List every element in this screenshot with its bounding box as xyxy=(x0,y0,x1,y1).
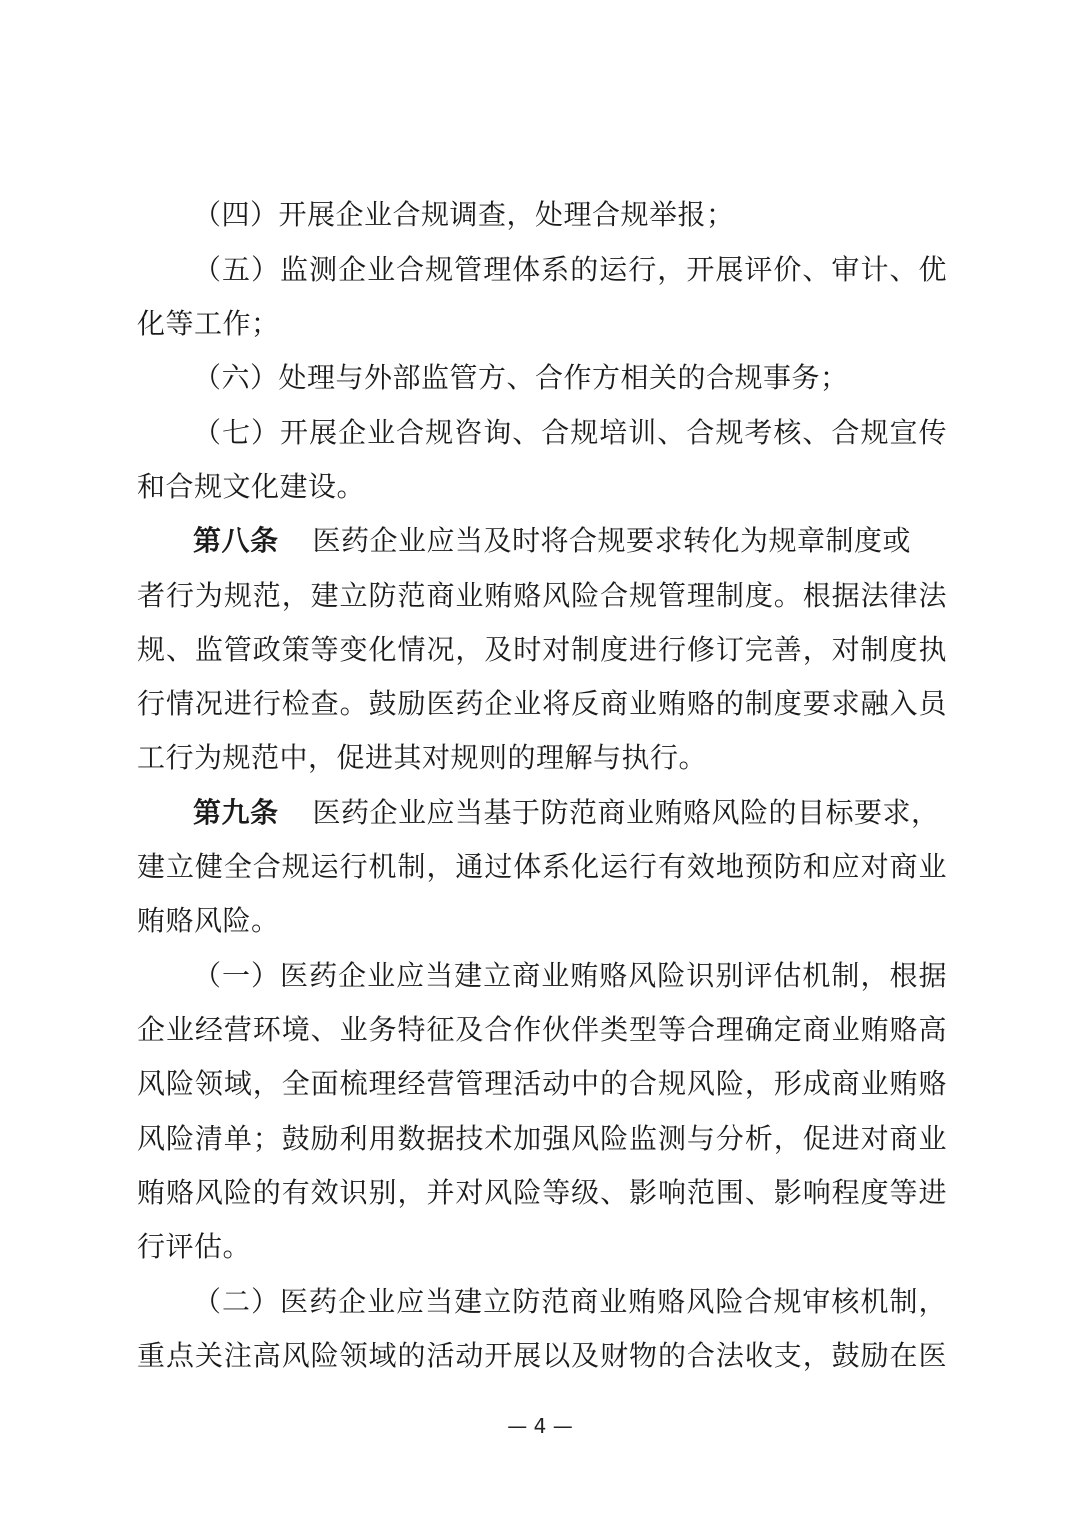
text-line: （六）处理与外部监管方、合作方相关的合规事务； xyxy=(193,361,849,394)
text-line: 化等工作； xyxy=(137,307,280,340)
article-8-heading: 第八条 xyxy=(193,524,279,557)
article-8-line xyxy=(193,521,947,561)
article-9-heading: 第九条 xyxy=(193,796,279,829)
text-line: （二）医药企业应当建立防范商业贿赂风险合规审核机制， xyxy=(193,1285,947,1318)
text-line: （五）监测企业合规管理体系的运行，开展评价、审计、优 xyxy=(193,253,947,286)
text-line: （一）医药企业应当建立商业贿赂风险识别评估机制，根据 xyxy=(193,959,947,992)
text-line: 贿赂风险的有效识别，并对风险等级、影响范围、影响程度等进 xyxy=(137,1176,947,1209)
text-line: 风险清单；鼓励利用数据技术加强风险监测与分析，促进对商业 xyxy=(137,1122,947,1155)
text-line: 建立健全合规运行机制，通过体系化运行有效地预防和应对商业 xyxy=(137,850,947,883)
text-line: （四）开展企业合规调查，处理合规举报； xyxy=(193,198,735,231)
text-line: 规、监管政策等变化情况，及时对制度进行修订完善，对制度执 xyxy=(137,633,947,666)
text-line: 行情况进行检查。鼓励医药企业将反商业贿赂的制度要求融入员 xyxy=(137,687,947,720)
article-9-text: 医药企业应当基于防范商业贿赂风险的目标要求， xyxy=(312,796,940,829)
text-line: 风险领域，全面梳理经营管理活动中的合规风险，形成商业贿赂 xyxy=(137,1067,947,1100)
text-line: 者行为规范，建立防范商业贿赂风险合规管理制度。根据法律法 xyxy=(137,579,947,612)
text-line: 行评估。 xyxy=(137,1230,252,1263)
text-line: （七）开展企业合规咨询、合规培训、合规考核、合规宣传 xyxy=(193,416,947,449)
text-line: 贿赂风险。 xyxy=(137,904,280,937)
text-line: 工行为规范中，促进其对规则的理解与执行。 xyxy=(137,741,708,774)
article-8-text: 医药企业应当及时将合规要求转化为规章制度或 xyxy=(312,524,912,557)
text-line: 重点关注高风险领域的活动开展以及财物的合法收支，鼓励在医 xyxy=(137,1339,947,1372)
page-number: — 4 — xyxy=(507,1414,573,1438)
text-line: 企业经营环境、业务特征及合作伙伴类型等合理确定商业贿赂高 xyxy=(137,1013,947,1046)
article-9-line xyxy=(193,793,947,833)
text-line: 和合规文化建设。 xyxy=(137,470,366,503)
